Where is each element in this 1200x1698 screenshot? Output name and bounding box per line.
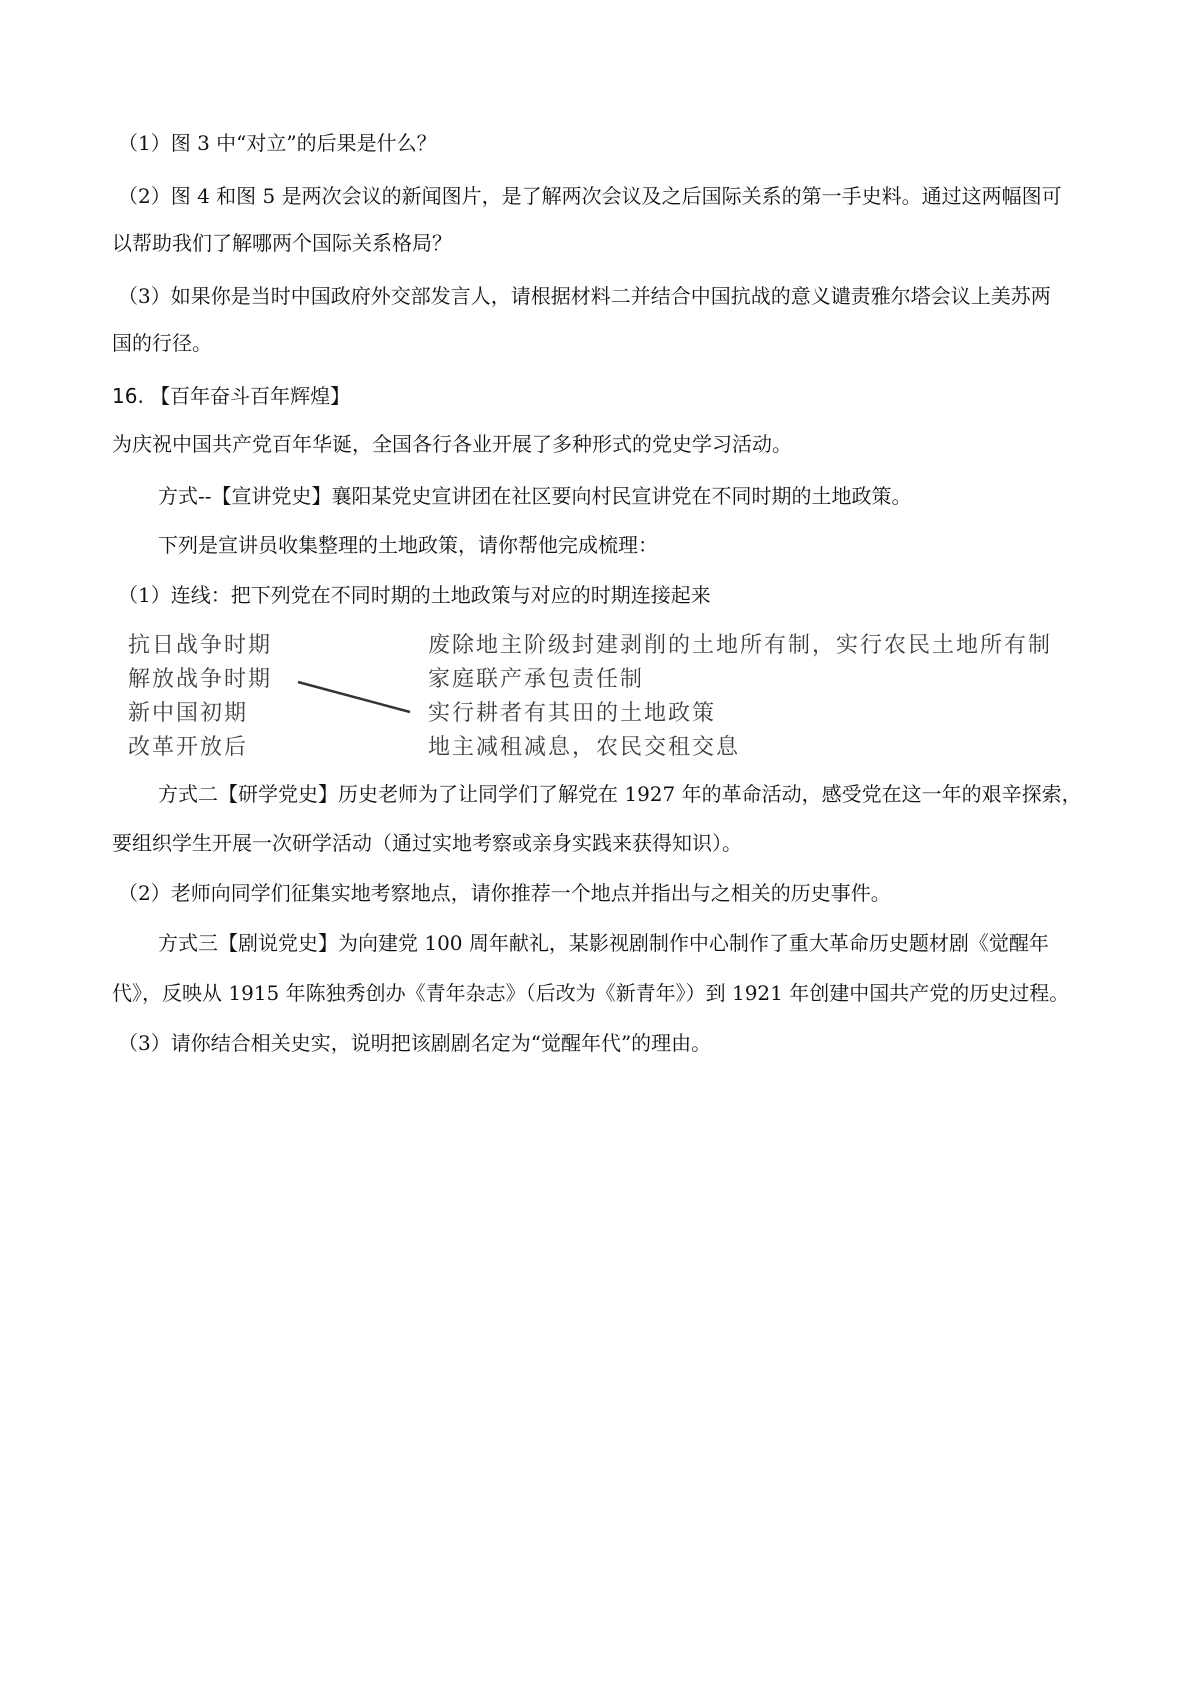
example-link-line bbox=[298, 682, 410, 712]
question-15-part-1: （1）图 3 中“对立”的后果是什么？ bbox=[118, 131, 437, 155]
method-3-line-1: 方式三【剧说党史】为向建党 100 周年献礼，某影视剧制作中心制作了重大革命历史题材剧《觉醒年 bbox=[158, 931, 1049, 955]
policy-label: 废除地主阶级封建剥削的土地所有制，实行农民土地所有制 bbox=[428, 633, 1053, 658]
policy-label: 家庭联产承包责任制 bbox=[428, 667, 645, 692]
method-1-instruction: 下列是宣讲员收集整理的土地政策，请你帮他完成梳理： bbox=[158, 533, 658, 557]
method-3-line-2: 代》，反映从 1915 年陈独秀创办《青年杂志》（后改为《新青年》）到 1921 年创建中国共产党的历史过程。 bbox=[112, 981, 1070, 1005]
question-15-part-2-line-1: （2）图 4 和图 5 是两次会议的新闻图片，是了解两次会议及之后国际关系的第一手史料。通过这两幅图可 bbox=[118, 184, 1062, 208]
question-15-part-3-line-1: （3）如果你是当时中国政府外交部发言人，请根据材料二并结合中国抗战的意义谴责雅尔塔会议上美苏两 bbox=[118, 284, 1051, 308]
period-label: 抗日战争时期 bbox=[128, 633, 273, 658]
method-1-text: 方式--【宣讲党史】襄阳某党史宣讲团在社区要向村民宣讲党在不同时期的土地政策。 bbox=[158, 484, 912, 508]
period-label: 解放战争时期 bbox=[128, 667, 273, 692]
method-2-line-1: 方式二【研学党史】历史老师为了让同学们了解党在 1927 年的革命活动，感受党在这一年的艰辛探索， bbox=[158, 782, 1082, 806]
question-15-part-3-line-2: 国的行径。 bbox=[112, 331, 212, 355]
matching-exercise-image bbox=[128, 628, 1128, 778]
question-16-intro: 为庆祝中国共产党百年华诞，全国各行各业开展了多种形式的党史学习活动。 bbox=[112, 432, 792, 456]
period-label: 新中国初期 bbox=[128, 701, 249, 726]
question-16-title: 16. 【百年奋斗百年辉煌】 bbox=[112, 384, 351, 408]
method-2-line-2: 要组织学生开展一次研学活动（通过实地考察或亲身实践来获得知识）。 bbox=[112, 831, 742, 855]
question-15-part-2-line-2: 以帮助我们了解哪两个国际关系格局？ bbox=[112, 231, 452, 255]
period-label: 改革开放后 bbox=[128, 735, 249, 760]
question-16-part-3: （3）请你结合相关史实，说明把该剧剧名定为“觉醒年代”的理由。 bbox=[118, 1031, 712, 1055]
policy-label: 地主减租减息，农民交租交息 bbox=[428, 735, 741, 760]
question-16-part-1: （1）连线：把下列党在不同时期的土地政策与对应的时期连接起来 bbox=[118, 583, 711, 607]
matching-link-lines bbox=[128, 628, 1128, 778]
policy-label: 实行耕者有其田的土地政策 bbox=[428, 701, 717, 726]
question-16-part-2: （2）老师向同学们征集实地考察地点，请你推荐一个地点并指出与之相关的历史事件。 bbox=[118, 881, 891, 905]
